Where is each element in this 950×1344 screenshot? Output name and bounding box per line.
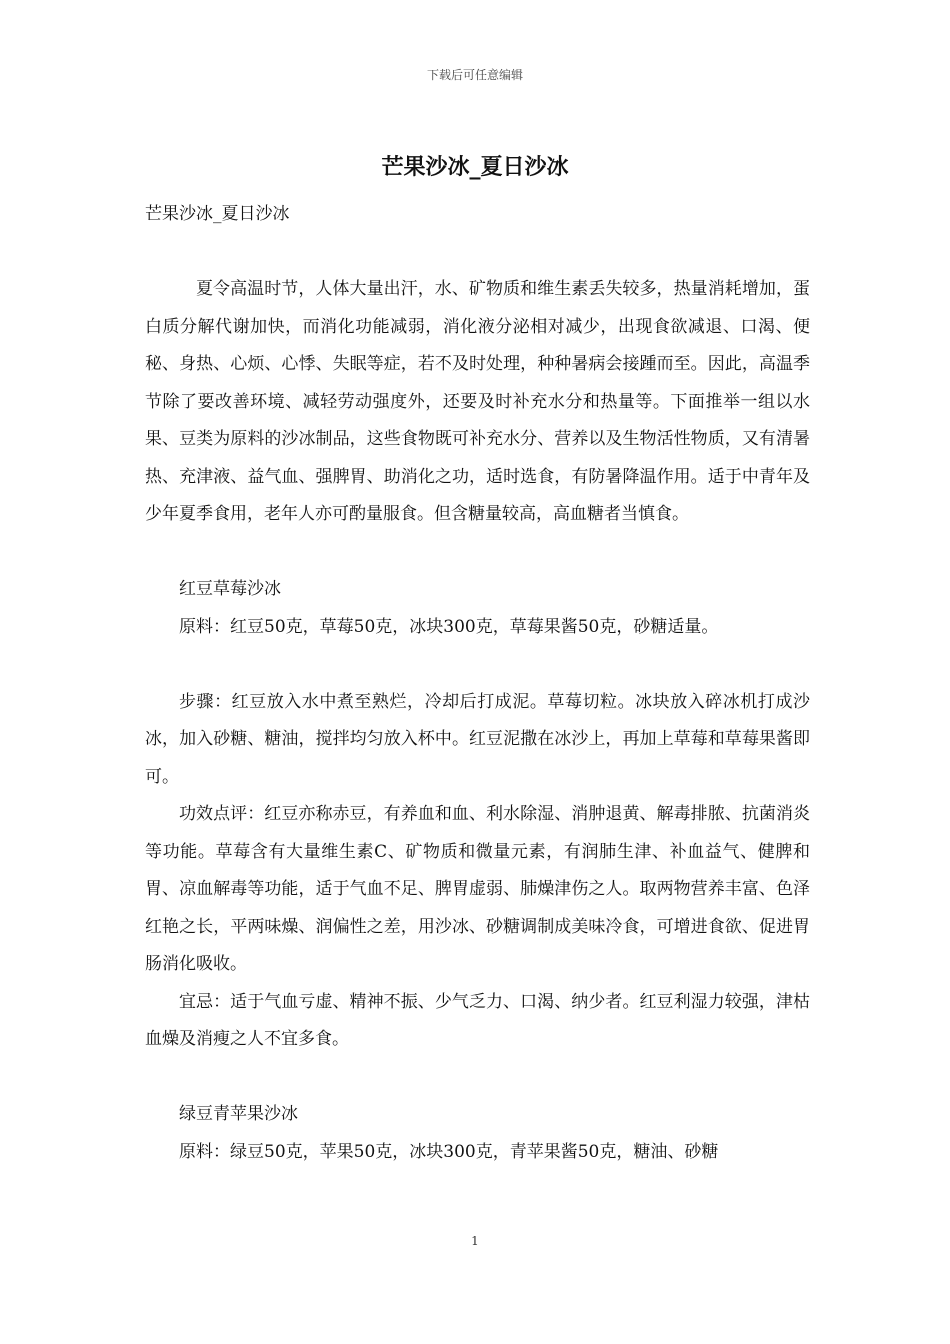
recipe-ingredients: 原料：绿豆50克，苹果50克，冰块300克，青苹果酱50克，糖油、砂糖 <box>179 1141 719 1162</box>
recipe-ingredients: 原料：红豆50克，草莓50克，冰块300克，草莓果酱50克，砂糖适量。 <box>179 616 719 637</box>
spacer <box>145 234 810 272</box>
intro-paragraph: 夏令高温时节，人体大量出汗，水、矿物质和维生素丢失较多，热量消耗增加，蛋白质分解代谢加快，而消化功能减弱，消化液分泌相对减少，出现食欲减退、口渴、便秘、身热、心烦、心悸、失眠等症，若不及时处理，种种暑病会接踵而至。因此，高温季节除了要改善环境、减轻劳动强度外，还要及时补充水分和热量等。下面推举一组以水果、豆类为原料的沙冰制品，这些食物既可补充水分、营养以及生物活性物质，又有清暑热、充津液、益气血、强脾胃、助消化之功，适时选食，有防暑降温作用。适于中青年及少年夏季食用，老年人亦可酌量服食。但含糖量较高，高血糖者当慎食。 <box>145 279 810 524</box>
spacer <box>145 646 810 684</box>
spacer <box>145 1059 810 1097</box>
document-title: 芒果沙冰_夏日沙冰 <box>381 155 569 180</box>
document-subtitle: 芒果沙冰_夏日沙冰 <box>145 204 290 224</box>
document-body <box>145 196 810 1171</box>
spacer <box>145 534 810 572</box>
recipe-effects: 功效点评：红豆亦称赤豆，有养血和血、利水除湿、消肿退黄、解毒排脓、抗菌消炎等功能。草莓含有大量维生素C、矿物质和微量元素，有润肺生津、补血益气、健脾和胃、凉血解毒等功能，适于气血不足、脾胃虚弱、肺燥津伤之人。取两物营养丰富、色泽红艳之长，平两味燥、润偏性之差，用沙冰、砂糖调制成美味冷食，可增进食欲、促进胃肠消化吸收。 <box>145 804 810 974</box>
recipe-steps: 步骤：红豆放入水中煮至熟烂，冷却后打成泥。草莓切粒。冰块放入碎冰机打成沙冰，加入砂糖、糖油，搅拌均匀放入杯中。红豆泥撒在冰沙上，再加上草莓和草莓果酱即可。 <box>145 691 810 787</box>
recipe-title: 绿豆青苹果沙冰 <box>179 1104 298 1124</box>
recipe-notes: 宜忌：适于气血亏虚、精神不振、少气乏力、口渴、纳少者。红豆利湿力较强，津枯血燥及消瘦之人不宜多食。 <box>145 991 810 1049</box>
page-header: 下载后可任意编辑 <box>426 68 523 82</box>
page-number: 1 <box>471 1234 479 1248</box>
recipe-title: 红豆草莓沙冰 <box>179 579 281 599</box>
